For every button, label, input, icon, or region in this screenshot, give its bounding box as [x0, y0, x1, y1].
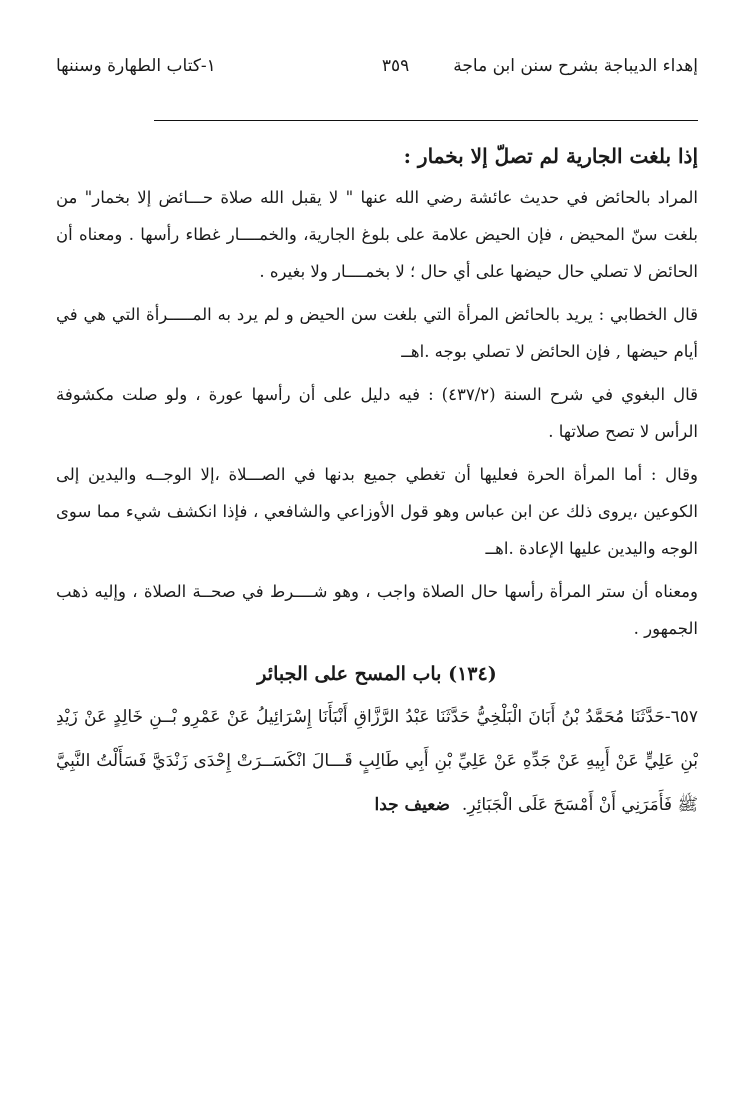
hadith-text: ٦٥٧-حَدَّثَنَا مُحَمَّدُ بْنُ أَبَانَ الْبَلْخِيُّ حَدَّثَنَا عَبْدُ الرَّزَّاقِ أَنْبَأَنَا إِسْرَائِيلُ عَنْ عَمْرِو بْــنِ خَالِدٍ عَنْ زَيْدِ بْنِ عَلِيٍّ عَنْ أَبِيهِ عَنْ جَدِّهِ عَنْ عَلِيِّ بْنِ أَبِي طَالِبٍ قَـــالَ انْكَسَــرَتْ إِحْدَى زَنْدَيَّ فَسَأَلْتُ النَّبِيَّ ﷺ فَأَمَرَنِي أَنْ أَمْسَحَ عَلَى الْجَبَائِرِ.	[56, 707, 698, 815]
book-title: إهداء الديباجة بشرح سنن ابن ماجة	[453, 56, 698, 76]
hadith-grade: ضعيف جدا	[374, 795, 450, 815]
page-number: ٣٥٩	[381, 56, 410, 76]
paragraph-3: قال البغوي في شرح السنة (٤٣٧/٢) : فيه دليل على أن رأسها عورة ، ولو صلت مكشوفة الرأس لا تصح صلاتها .	[56, 385, 699, 441]
header-rule	[154, 120, 698, 121]
chapter-title: ١-كتاب الطهارة وسننها	[56, 56, 216, 76]
paragraph-1: المراد بالحائض في حديث عائشة رضي الله عنها " لا يقبل الله صلاة حـــائض إلا بخمار" من بلغت سنّ المحيض ، فإن الحيض علامة على بلوغ الجارية، والخمــــار غطاء رأسها . ومعناه أن الحائض لا تصلي حال حيضها على أي حال ؛ لا بخمــــار ولا بغيره .	[56, 188, 698, 281]
paragraph-4: وقال : أما المرأة الحرة فعليها أن تغطي جميع بدنها في الصـــلاة ،إلا الوجــه واليدين إلى الكوعين ،يروى ذلك عن ابن عباس وهو قول الأوزاعي والشافعي ، فإذا انكشف شيء مما سوى الوجه واليدين عليها الإعادة .اهــ	[56, 465, 698, 558]
bab-title: (١٣٤) باب المسح على الجبائر	[257, 663, 497, 685]
hadith-text-block	[56, 695, 698, 827]
paragraph-2: قال الخطابي : يريد بالحائض المرأة التي بلغت سن الحيض و لم يرد به المـــــرأة التي هي في أيام حيضها , فإن الحائض لا تصلي بوجه .اهــ	[56, 305, 698, 361]
header-right-group	[382, 52, 698, 80]
running-header	[56, 52, 698, 84]
paragraph-5: ومعناه أن ستر المرأة رأسها حال الصلاة واجب ، وهو شــــرط في صحــة الصلاة ، وإليه ذهب الجمهور .	[56, 582, 698, 638]
document-page	[56, 52, 698, 827]
section-heading: إذا بلغت الجارية لم تصلّ إلا بخمار :	[403, 144, 698, 168]
